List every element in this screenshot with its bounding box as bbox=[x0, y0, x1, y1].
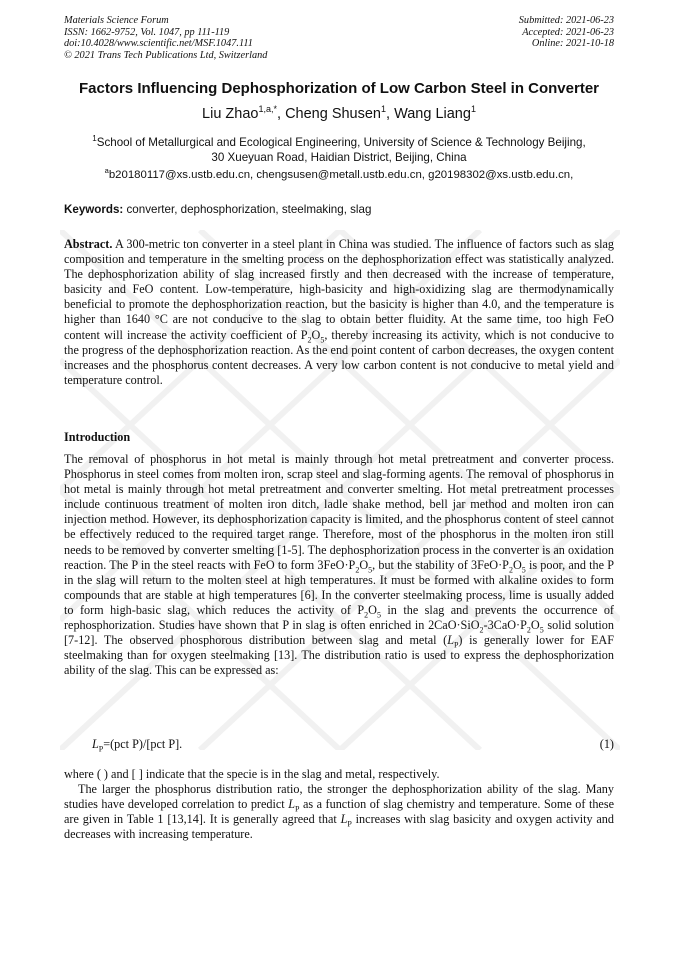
author-sup: 1 bbox=[470, 104, 476, 114]
subscript: 2 bbox=[479, 625, 484, 635]
intro-text: O bbox=[512, 557, 522, 572]
equation-number: (1) bbox=[599, 737, 614, 751]
author-name: Cheng Shusen bbox=[285, 105, 381, 122]
subscript: P bbox=[347, 819, 352, 829]
subscript: 2 bbox=[355, 565, 360, 575]
affiliation-sup: 1 bbox=[92, 134, 97, 143]
abstract-text: A 300-metric ton converter in a steel plant in China was studied. The influence of factors such as slag composition and temperature in the smelting process on the dephosphorization effect was statistically analyzed. The dephosphorization ability of slag increased firstly and then decreased with the increase of temperature, basicity and FeO content. Low-temperature, high-basicity and high-oxidizing slag are thermodynamically beneficial to promote the dephosphorization reaction, but the basicity is higher than 4.0, and the temperature is higher than 1640 °C are not conducive to the slag to obtain better fluidity. At the same time, too high FeO content will increase the activity coefficient of P bbox=[64, 237, 614, 342]
author-list bbox=[0, 104, 678, 122]
subscript: 2 bbox=[508, 565, 513, 575]
subscript: 2 bbox=[307, 335, 312, 344]
intro-text: The removal of phosphorus in hot metal is mainly through hot metal pretreatment and converter process. Phosphorus in steel comes from molten iron, scrap steel and slag-forming agents. The removal of phosphorus in hot metal is mainly through hot metal pretreatment and converter smelting. Hot metal pretreatment processes include continuous treatment of molten iron ditch, ladle shake method, bell jar method and molten iron can injection method. However, its dephosphorization capacity is limited, and the phosphorus content of steel cannot be effectively reduced to the required target range. Therefore, most of the phosphorus in the molten iron still needs to be removed by converter smelting [1-5]. The dephosphorization process in the converter is an oxidation reaction. The P in the steel reacts with FeO to form 3FeO·P bbox=[64, 452, 614, 572]
subscript: 5 bbox=[521, 565, 526, 575]
section-heading: Introduction bbox=[64, 430, 131, 444]
author-name: Liu Zhao bbox=[202, 105, 259, 122]
author-name: Wang Liang bbox=[394, 105, 471, 122]
subscript: P bbox=[453, 640, 459, 650]
intro-text: ) is generally lower for EAF steelmaking than for oxygen steelmaking [13]. The distribution ratio is used to express the dephosphorization ability of the slag. This can be expressed as: bbox=[64, 633, 614, 678]
symbol-l: L bbox=[447, 633, 454, 648]
affiliation-line2: 30 Xueyuan Road, Haidian District, Beijing, China bbox=[211, 151, 467, 165]
symbol-l: L bbox=[92, 737, 99, 751]
author-separator: , bbox=[277, 105, 286, 122]
post-equation-text bbox=[64, 767, 614, 842]
intro-text: O bbox=[530, 618, 540, 633]
subscript: 5 bbox=[320, 335, 325, 344]
intro-text: O bbox=[359, 557, 369, 572]
issn: ISSN: 1662-9752, Vol. 1047, pp 111-119 bbox=[64, 26, 230, 38]
after-text: increases with slag basicity and oxygen activity and decreases with increasing temperature. bbox=[64, 812, 614, 842]
intro-text: in the slag and prevents the occurrence of rephosphorization. Studies have shown that P in slag is often enriched in 2CaO·SiO bbox=[64, 602, 614, 633]
after-text: as a function of slag chemistry and temperature. Some of these are given in Table 1 [13,14]. It is generally agreed that bbox=[64, 797, 614, 827]
abstract bbox=[64, 237, 614, 388]
intro-text: O bbox=[368, 602, 377, 617]
email-sup: a bbox=[104, 166, 109, 175]
intro-text: is poor, and the P in the slag will return to the molten steel at high temperatures. It must be formed with alkaline oxides to form compounds that are stable at high temperatures [6]. In the converter steelmaking process, lime is usually added to form high-basic slag, which reduces the activity of P bbox=[64, 557, 614, 617]
copyright: © 2021 Trans Tech Publications Ltd, Switzerland bbox=[64, 50, 268, 62]
subscript: 2 bbox=[364, 610, 369, 620]
online-date: Online: 2021-10-18 bbox=[531, 38, 614, 50]
affiliation-line1: School of Metallurgical and Ecological Engineering, University of Science & Technology Beijing, bbox=[96, 135, 586, 149]
dates-header bbox=[519, 15, 614, 50]
equation-text: =(pct P)/[pct P]. bbox=[103, 737, 183, 751]
affiliation bbox=[40, 131, 638, 166]
after-line: where ( ) and [ ] indicate that the specie is in the slag and metal, respectively. bbox=[64, 767, 440, 781]
intro-text: solid solution [7-12]. The observed phosphorous distribution between slag and metal ( bbox=[64, 618, 614, 648]
after-text: The larger the phosphorus distribution ratio, the stronger the dephosphorization ability of the slag. Many studies have developed correlation to predict bbox=[64, 782, 614, 812]
subscript: 5 bbox=[368, 565, 373, 575]
author-sup: 1,a,* bbox=[258, 104, 277, 114]
subscript: 5 bbox=[539, 625, 544, 635]
symbol-l: L bbox=[340, 812, 348, 827]
keywords-label: Keywords: bbox=[64, 203, 124, 216]
introduction-paragraph bbox=[64, 452, 614, 678]
author-separator: , bbox=[386, 105, 395, 122]
intro-text: -3CaO·P bbox=[483, 618, 527, 633]
subscript: P bbox=[294, 804, 300, 814]
paragraph bbox=[64, 782, 614, 842]
journal-name: Materials Science Forum bbox=[64, 15, 169, 26]
abstract-text: O bbox=[311, 327, 321, 342]
paper-title: Factors Influencing Dephosphorization of Low Carbon Steel in Converter bbox=[78, 80, 600, 97]
subscript: 5 bbox=[376, 610, 381, 620]
journal-header bbox=[64, 15, 267, 62]
keywords-text: converter, dephosphorization, steelmaking, slag bbox=[123, 203, 372, 216]
abstract-text: , thereby increasing its activity, which is not conducive to the progress of the dephosphorization reaction. As the end point content of carbon decreases, the oxygen content increases and the phosphorus content decreases. A very low carbon content is not conducive to metal yield and temperature control. bbox=[64, 327, 614, 387]
abstract-label: Abstract. bbox=[64, 237, 113, 251]
symbol-l: L bbox=[288, 797, 295, 812]
subscript: P bbox=[98, 744, 104, 754]
email-list bbox=[0, 166, 678, 181]
subscript: 2 bbox=[526, 625, 531, 635]
equation-1 bbox=[92, 737, 614, 752]
author-sup: 1 bbox=[381, 104, 387, 114]
intro-text: , but the stability of 3FeO·P bbox=[372, 557, 509, 572]
accepted-date: Accepted: 2021-06-23 bbox=[522, 26, 614, 38]
keywords bbox=[64, 203, 614, 216]
submitted-date: Submitted: 2021-06-23 bbox=[518, 15, 614, 26]
email-text: b20180117@xs.ustb.edu.cn, chengsusen@metall.ustb.edu.cn, g20198302@xs.ustb.edu.cn, bbox=[108, 168, 574, 181]
doi: doi:10.4028/www.scientific.net/MSF.1047.111 bbox=[64, 38, 253, 50]
